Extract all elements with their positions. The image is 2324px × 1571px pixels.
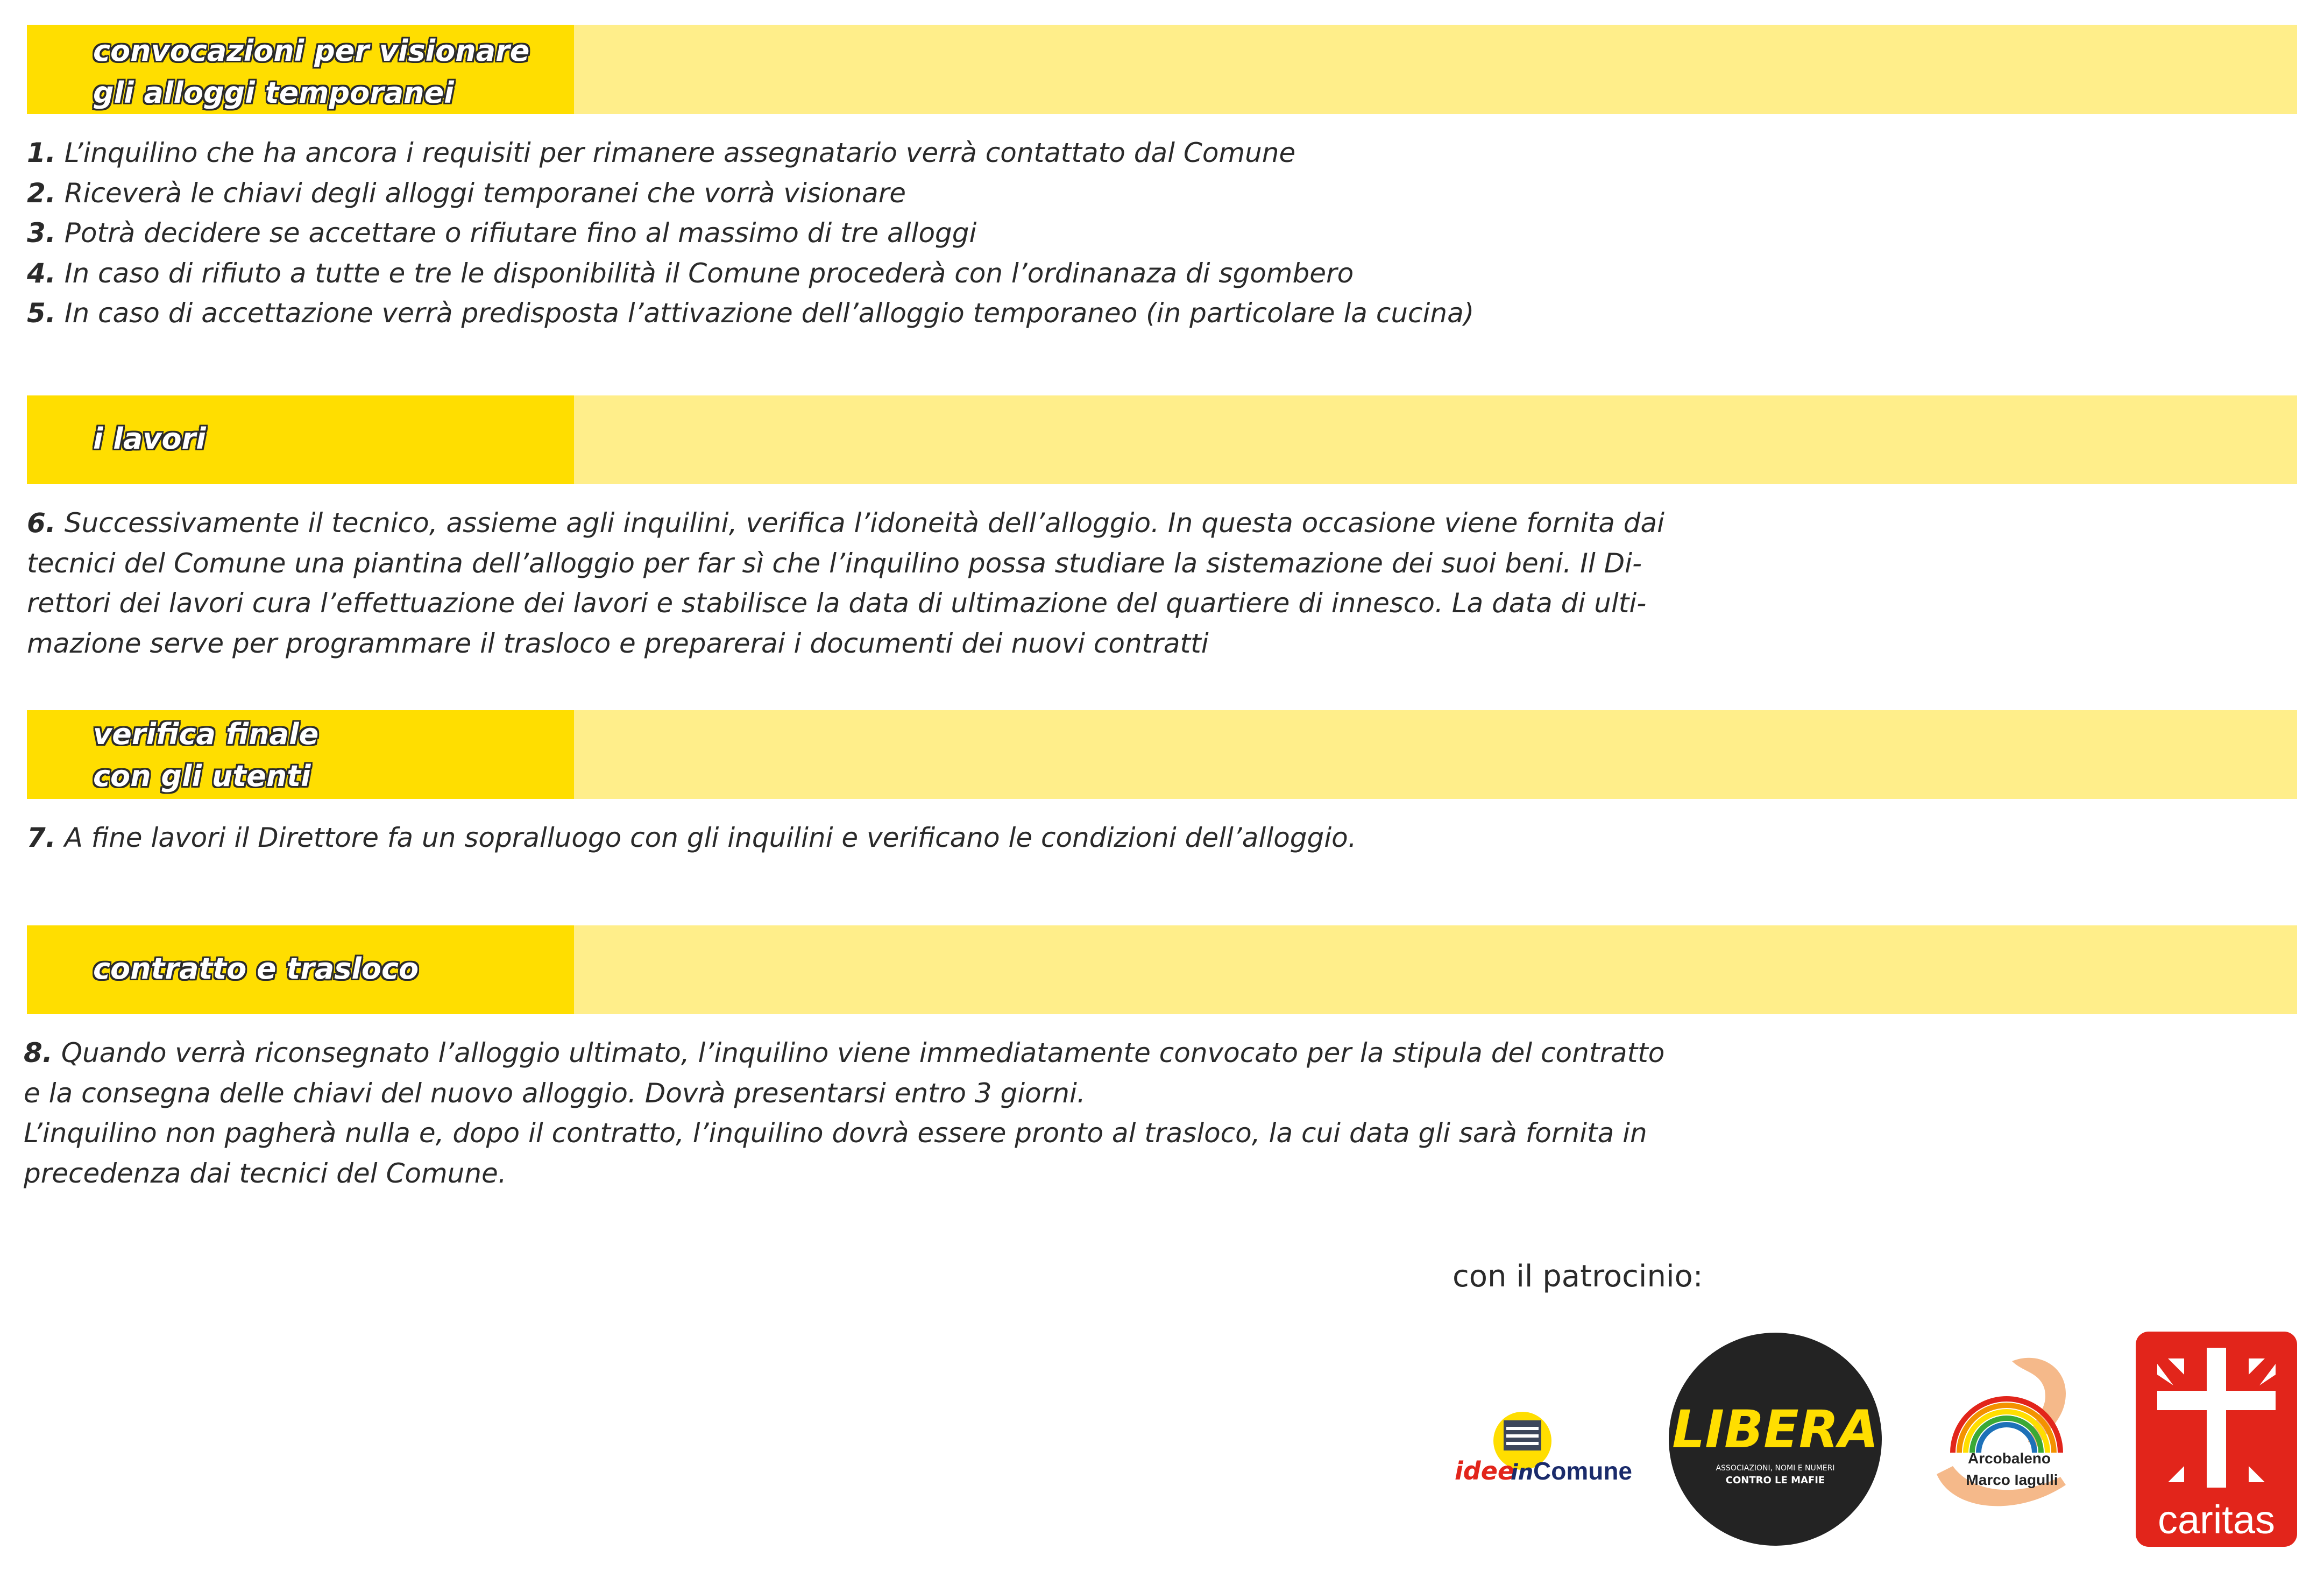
step-5: 5. In caso di accettazione verrà predisposta l’attivazione dell’alloggio temporaneo (in particolare la cucina): [27, 298, 1475, 329]
arcobaleno-line-1: Arcobaleno: [1967, 1450, 2051, 1467]
step-list-1-5: [27, 133, 1474, 334]
arcobaleno-line-2: Marco Iagulli: [1966, 1471, 2058, 1488]
step-4: 4. In caso di rifiuto a tutte e tre le disponibilità il Comune procederà con l’ordinanaza di sgombero: [27, 257, 1354, 289]
caritas-logo: [2136, 1332, 2297, 1547]
step-8: 8. Quando verrà riconsegnato l’alloggio ultimato, l’inquilino viene immediatamente convocato per la stipula del contratto e la consegna delle chiavi del nuovo alloggio. Dovrà presentarsi entro 3 giorni. L’inquilino non pagherà nulla e, dopo il contratto, l’inquilino dovrà essere pronto al trasloco, la cui data gli sarà fornita in precedenza dai tecnici del Comune.: [24, 1037, 1665, 1189]
arcobaleno-logo: [1931, 1350, 2087, 1517]
libera-subtitle-2: CONTRO LE MAFIE: [1725, 1475, 1825, 1486]
section-header-lavori: [27, 395, 2297, 484]
section-title: i lavori: [93, 422, 206, 456]
logo-word-idee: idee: [1455, 1456, 1515, 1485]
rainbow-blue: [1979, 1425, 2035, 1453]
section-title: verifica finale con gli utenti: [93, 717, 319, 793]
libera-subtitle-1: ASSOCIAZIONI, NOMI E NUMERI: [1716, 1464, 1835, 1473]
step-2: 2. Riceverà le chiavi degli alloggi temporanei che vorrà visionare: [27, 177, 906, 209]
caritas-wordmark: caritas: [2158, 1497, 2275, 1542]
step-3: 3. Potrà decidere se accettare o rifiutare fino al massimo di tre alloggi: [27, 217, 977, 249]
libera-logo: [1668, 1332, 1883, 1547]
section-header-contratto: [27, 925, 2297, 1014]
patronage-label: con il patrocinio:: [1452, 1259, 1703, 1294]
logo-word-comune: Comune: [1533, 1457, 1632, 1485]
section-header-verifica: [27, 710, 2297, 799]
section-title: convocazioni per visionare gli alloggi temporanei: [93, 34, 530, 110]
section-title: contratto e trasloco: [93, 952, 419, 986]
step-1: 1. L’inquilino che ha ancora i requisiti per rimanere assegnatario verrà contattato dal Comune: [27, 137, 1296, 168]
step-7: 7. A fine lavori il Direttore fa un sopralluogo con gli inquilini e verificano le condizioni dell’alloggio.: [27, 822, 1357, 853]
logo-word-in: in: [1511, 1460, 1534, 1485]
section-header-convocazioni: [27, 25, 2297, 114]
idee-in-comune-logo: [1452, 1399, 1646, 1490]
step-6: 6. Successivamente il tecnico, assieme agli inquilini, verifica l’idoneità dell’alloggio. In questa occasione viene fornita dai tecnici del Comune una piantina dell’alloggio per far sì che l’inquilino possa studiare la sistemazione dei suoi beni. Il Di- rettori dei lavori cura l’effettuazione dei lavori e stabilisce la data di ultimazione del quartiere di innesco. La data di ulti- mazione serve per programmare il trasloco e preparerai i documenti dei nuovi contratti: [27, 507, 1665, 659]
libera-wordmark: LIBERA: [1672, 1399, 1879, 1460]
